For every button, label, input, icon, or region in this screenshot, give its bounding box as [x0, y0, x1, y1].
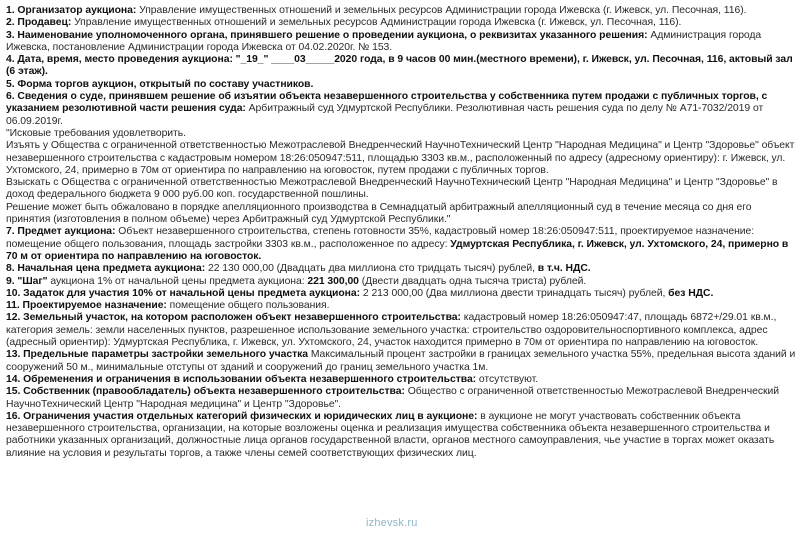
text: 22 130 000,00 (Двадцать два миллиона сто тридцать тысяч) рублей,: [205, 263, 538, 275]
item-seller: [6, 17, 796, 29]
step-amount: 221 300,00: [307, 275, 359, 287]
item-encumbrances: [6, 374, 796, 386]
label: 7. Предмет аукциона:: [6, 226, 116, 238]
item-start-price: [6, 263, 796, 275]
item-authority: [6, 30, 796, 55]
label: 1. Организатор аукциона:: [6, 5, 137, 16]
text: в аукционе не могут участвовать собственник объекта незавершенного строительства, организации, на которые возложены оценка и реализация имущества собственника объекта незавершенного строительства и работники указанных организаций, должностные лица органов государственной власти, органов местного самоуправления, чье участие в торгах может оказать влияние на условия и результаты торгов, а также члены семей соответствующих физических лиц.: [6, 410, 775, 459]
vat-note: в т.ч. НДС.: [537, 263, 591, 275]
label: 8. Начальная цена предмета аукциона:: [6, 263, 206, 275]
text: Арбитражный суд Удмуртской Республики. Резолютивная часть решения суда по делу № А71-7032/2019 от 06.09.2019г.: [6, 103, 764, 127]
label: 9. "Шаг": [6, 275, 48, 287]
text: Максимальный процент застройки в границах земельного участка 55%, предельная высота зданий и сооружений 50 м., минимальные отступы от зданий и сооружений до границ земельного участка 1м.: [6, 349, 796, 373]
text: Взыскать с Общества с ограниченной ответственностью Межотраслевой Внедренческий НаучноТехнический Центр "Народная Медицина" и Центр "Здоровье" в доход федерального бюджета 9 000 руб.00 коп. государственной пошлины.: [6, 177, 778, 201]
watermark: izhevsk.ru: [366, 517, 418, 529]
item-owner: [6, 386, 796, 411]
item-restrictions: [6, 411, 796, 460]
text: Управление имущественных отношений и земельных ресурсов Администрации города Ижевска (г. Ижевск, ул. Песочная, 116).: [71, 17, 682, 29]
label: 13. Предельные параметры застройки земельного участка: [6, 349, 308, 361]
text: Управление имущественных отношений и земельных ресурсов Администрации города Ижевска (г. Ижевск, ул. Песочная, 116).: [136, 5, 747, 16]
item-deposit: [6, 288, 796, 300]
label: 3. Наименование уполномоченного органа, принявшего решение о проведении аукциона, о реквизитах указанного решения:: [6, 29, 648, 41]
label: 4. Дата, время, место проведения аукциона: "_19_" ____03_____2020 года, в 9 часов 00 мин.(местного времени), г. Ижевск, ул. Песочная, 116, актовый зал (6 этаж).: [6, 54, 793, 78]
label: 14. Обременения и ограничения в использовании объекта незавершенного строительства:: [6, 373, 477, 385]
label: 15. Собственник (правообладатель) объекта незавершенного строительства:: [6, 386, 405, 398]
court-quote-4: [6, 202, 796, 227]
court-quote-3: [6, 177, 796, 202]
text: 2 213 000,00 (Два миллиона двести тринадцать тысяч) рублей,: [360, 287, 669, 299]
notice-text: [6, 5, 796, 460]
label: 12. Земельный участок, на котором расположен объект незавершенного строительства:: [6, 312, 461, 324]
item-date: [6, 54, 796, 79]
item-params: [6, 349, 796, 374]
item-subject: [6, 226, 796, 263]
address: Удмуртская Республика, г. Ижевск, ул. Ухтомского, 24, примерно в 70 м от ориентира по направлению на юговосток.: [6, 238, 789, 262]
text: аукциона 1% от начальной цены предмета аукциона:: [47, 275, 308, 287]
text: 5. Форма торгов аукцион, открытый по составу участников.: [6, 78, 314, 90]
court-quote-1: [6, 128, 796, 140]
vat-note: без НДС.: [668, 287, 714, 299]
text: Общество с ограниченной ответственностью Межотраслевой Внедренческий НаучноТехнический Центр "Народная медицина" и Центр "Здоровье".: [6, 386, 779, 410]
court-quote-2: [6, 140, 796, 177]
label: 10. Задаток для участия 10% от начальной цены предмета аукциона:: [6, 287, 361, 299]
text: Решение может быть обжаловано в порядке апелляционного производства в Семнадцатый арбитражный апелляционный суд в течение месяца со дня его принятия (изготовления в полном объеме) через Арбитражный суд Удмуртской Республики.": [6, 201, 752, 226]
text: Изъять у Общества с ограниченной ответственностью Межотраслевой Внедренческий НаучноТехнический Центр "Народная Медицина" и Центр "Здоровье" объект незавершенного строительства с кадастровым номером 18:26:050947:511, площадью 3303 кв.м., расположенный по адресу (адресному ориентиру): г. Ижевск, ул. Ухтомского, 24, примерно в 70м от ориентира по направлению на юговосток, путем продажи с публичных торгов.: [6, 140, 795, 176]
label: 11. Проектируемое назначение:: [6, 300, 167, 312]
item-land: [6, 312, 796, 349]
text: "Исковые требования удовлетворить.: [6, 127, 186, 139]
item-organizer: [6, 5, 796, 17]
text: Администрация города Ижевска, постановление Администрации города Ижевска от 04.02.2020г. № 153.: [6, 29, 762, 53]
item-form: [6, 79, 796, 91]
text: Объект незавершенного строительства, степень готовности 35%, кадастровый номер 18:26:050947:511, проектируемое назначение: помещение общего пользования, площадь застройки 3303 кв.м., расположенное по адресу:: [6, 226, 755, 250]
label: 6. Сведения о суде, принявшем решение об изъятии объекта незавершенного строительства у собственника путем продажи с публичных торгов, с указанием резолютивной части решения суда:: [6, 91, 768, 115]
text: кадастровый номер 18:26:050947:47, площадь 6872+/29.01 кв.м., категория земель: земли населенных пунктов, разрешенное использование земельного участка: строительство оздоровительноспортивного комплекса, адрес (адресный ориентир): Удмуртская Республика, г. Ижевск, ул. Ухтомского, 24, участок находится примерно в 70м от ориентира по направлению на юговосток.: [6, 312, 777, 349]
item-purpose: [6, 300, 796, 312]
item-court: [6, 91, 796, 128]
text-tail: (Двести двадцать одна тысяча триста) рублей.: [358, 275, 587, 287]
text: отсутствуют.: [476, 373, 539, 385]
label: 16. Ограничения участия отдельных категорий физических и юридических лиц в аукционе:: [6, 410, 478, 422]
label: 2. Продавец:: [6, 17, 72, 29]
item-step: [6, 276, 796, 288]
text: помещение общего пользования.: [166, 300, 330, 312]
